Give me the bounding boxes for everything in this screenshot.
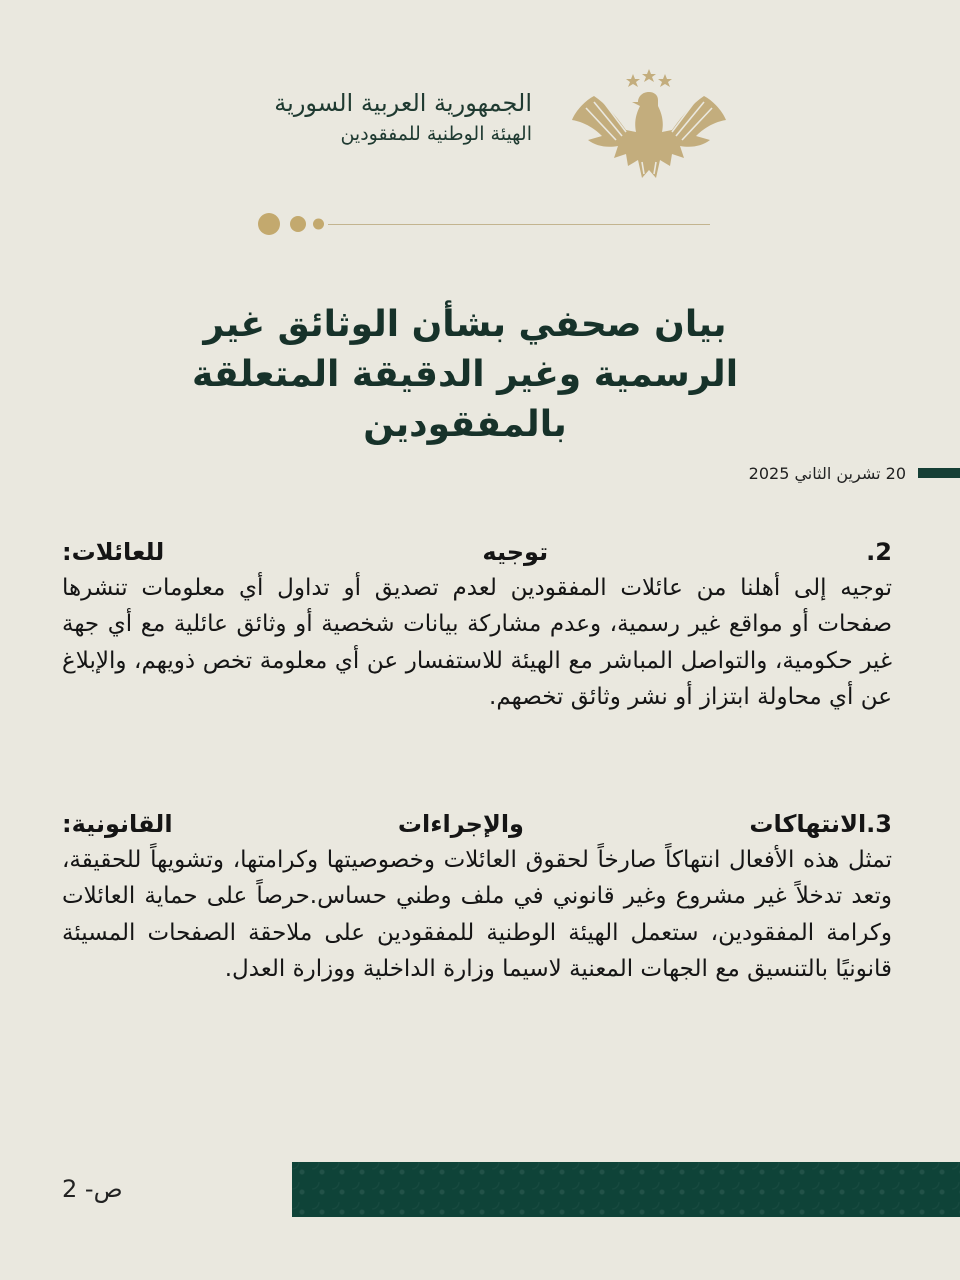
title-line-2: الرسمية وغير الدقيقة المتعلقة بالمفقودين — [191, 354, 739, 445]
title-line-1: بيان صحفي بشأن الوثائق غير — [203, 304, 727, 345]
footer-pattern-band — [292, 1162, 960, 1217]
section-legal-measures — [62, 806, 892, 988]
date-accent-bar — [918, 468, 960, 478]
country-name: الجمهورية العربية السورية — [274, 89, 532, 117]
letterhead-titles — [274, 86, 532, 148]
section-family-guidance — [62, 534, 892, 716]
section-heading: 2. توجيه للعائلات: — [62, 538, 892, 566]
document-date: 20 تشرين الثاني 2025 — [748, 463, 906, 483]
section-paragraph: تمثل هذه الأفعال انتهاكاً صارخاً لحقوق العائلات وخصوصيتها وكرامتها، وتشويهاً للحقيقة، وتعد تدخلاً غير مشروع وغير قانوني في ملف وطني حساس.حرصاً على حماية العائلات وكرامة المفقودين، ستعمل الهيئة الوطنية للمفقودين على ملاحقة الصفحات المسيئة قانونيًا بالتنسيق مع الجهات المعنية لاسيما وزارة الداخلية ووزارة العدل. — [62, 847, 892, 983]
ornament-flower-icon — [313, 219, 324, 230]
eagle-emblem-icon — [566, 66, 732, 188]
ornament-flower-icon — [258, 213, 280, 235]
ornament-flower-icon — [290, 216, 306, 232]
document-title — [150, 300, 780, 450]
ornamental-divider — [258, 214, 710, 234]
divider-line — [328, 224, 710, 225]
section-heading: 3.الانتهاكات والإجراءات القانونية: — [62, 810, 892, 838]
page-number: ص- 2 — [62, 1175, 123, 1203]
letterhead — [0, 60, 960, 190]
authority-name: الهيئة الوطنية للمفقودين — [340, 123, 532, 145]
section-paragraph: توجيه إلى أهلنا من عائلات المفقودين لعدم تصديق أو تداول أي معلومات تنشرها صفحات أو مواقع غير رسمية، وعدم مشاركة بيانات شخصية أو وثائق عائلية مع أي جهة غير حكومية، والتواصل المباشر مع الهيئة للاستفسار عن أي معلومة تخص ذويهم، والإبلاغ عن أي محاولة ابتزاز أو نشر وثائق تخصهم. — [62, 575, 892, 711]
date-row — [749, 458, 960, 488]
